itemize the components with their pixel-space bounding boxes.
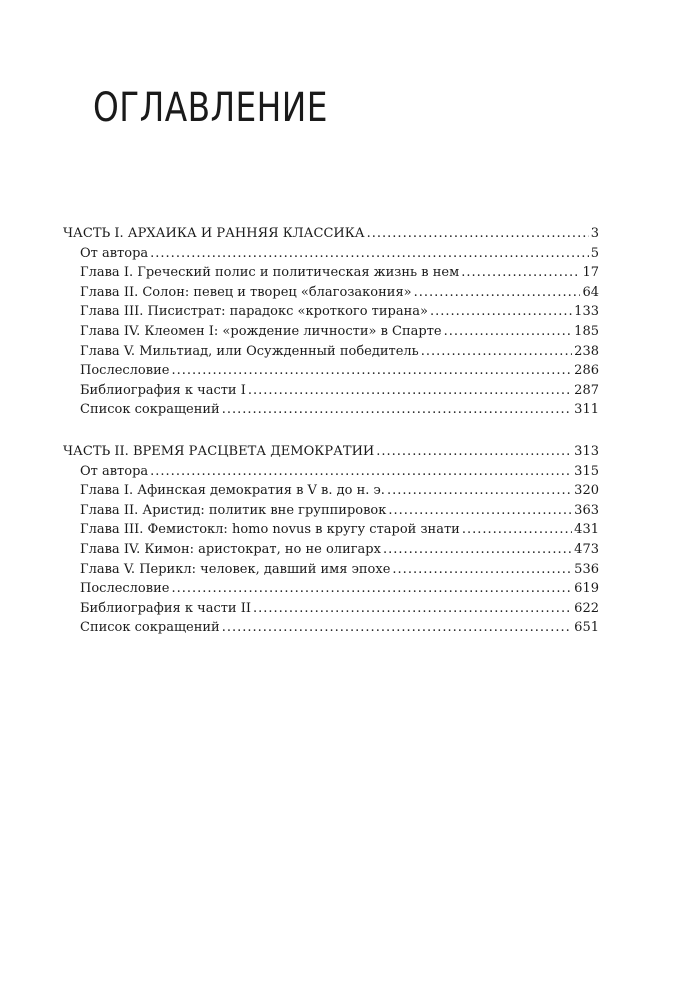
toc-page-number: 17 xyxy=(582,265,599,281)
toc-page-number: 311 xyxy=(574,402,599,418)
toc-entry[interactable] xyxy=(63,361,599,381)
toc-page-number: 313 xyxy=(574,444,599,459)
toc-page-number: 431 xyxy=(574,522,599,538)
toc-page-number: 133 xyxy=(574,304,599,320)
toc-entry-title: ЧАСТЬ I. АРХАИКА И РАННЯЯ КЛАССИКА xyxy=(63,226,365,241)
toc-entry-title: Глава IV. Кимон: аристократ, но не олигарх xyxy=(80,541,381,557)
toc-entry-title: Глава II. Аристид: политик вне группировок xyxy=(80,502,387,518)
toc-page-number: 185 xyxy=(574,323,599,339)
page-title: ОГЛАВЛЕНИЕ xyxy=(93,85,328,131)
toc-entry-title: ЧАСТЬ II. ВРЕМЯ РАСЦВЕТА ДЕМОКРАТИИ xyxy=(63,444,375,459)
toc-page-number: 64 xyxy=(582,284,599,300)
toc-entry-title: Библиография к части II xyxy=(80,600,251,616)
toc-entry-title: От автора xyxy=(80,463,149,479)
dot-leader xyxy=(171,361,572,381)
dot-leader xyxy=(248,381,572,401)
toc-entry-title: Глава I. Греческий полис и политическая жизнь в нем xyxy=(80,265,460,281)
toc-page-number: 315 xyxy=(574,463,599,479)
dot-leader xyxy=(462,520,572,540)
toc-page-number: 3 xyxy=(590,226,599,241)
toc-entry-title: Глава I. Афинская демократия в V в. до н. э. xyxy=(80,483,385,499)
toc-entry[interactable] xyxy=(63,400,599,420)
toc-entry-title: Глава II. Солон: певец и творец «благозакония» xyxy=(80,284,412,300)
toc-page-number: 651 xyxy=(574,620,599,636)
toc-part-heading[interactable] xyxy=(63,224,599,244)
dot-leader xyxy=(392,560,572,580)
toc-entry[interactable] xyxy=(63,381,599,401)
toc-page-number: 287 xyxy=(574,382,599,398)
toc-entry[interactable] xyxy=(63,283,599,303)
toc-entry[interactable] xyxy=(63,579,599,599)
dot-leader xyxy=(414,283,581,303)
toc-entry-title: От автора xyxy=(80,245,149,261)
dot-leader xyxy=(444,322,573,342)
toc-entry[interactable] xyxy=(63,302,599,322)
toc-entry[interactable] xyxy=(63,540,599,560)
toc-entry-title: Послесловие xyxy=(80,363,170,379)
toc-page-number: 320 xyxy=(574,483,599,499)
toc-part-1 xyxy=(63,224,599,420)
toc-entry[interactable] xyxy=(63,599,599,619)
toc-entry-title: Глава III. Фемистокл: homo novus в кругу старой знати xyxy=(80,522,460,538)
toc-page-number: 536 xyxy=(574,561,599,577)
toc-entry[interactable] xyxy=(63,322,599,342)
toc-entry-title: Глава V. Мильтиад, или Осужденный победитель xyxy=(80,343,419,359)
toc-part-heading[interactable] xyxy=(63,442,599,462)
toc-page-number: 473 xyxy=(574,541,599,557)
toc-entry[interactable] xyxy=(63,342,599,362)
toc-entry-title: Глава IV. Клеомен I: «рождение личности» в Спарте xyxy=(80,323,442,339)
dot-leader xyxy=(383,540,572,560)
dot-leader xyxy=(388,501,572,521)
dot-leader xyxy=(376,442,572,462)
toc-page-number: 5 xyxy=(590,245,599,261)
toc-entry[interactable] xyxy=(63,244,599,264)
toc-entry-title: Список сокращений xyxy=(80,620,220,636)
dot-leader xyxy=(171,579,572,599)
toc-page-number: 238 xyxy=(574,343,599,359)
dot-leader xyxy=(253,599,572,619)
toc-page-number: 363 xyxy=(574,502,599,518)
toc-entry-title: Список сокращений xyxy=(80,402,220,418)
toc-entry-title: Глава V. Перикл: человек, давший имя эпохе xyxy=(80,561,391,577)
toc-entry[interactable] xyxy=(63,263,599,283)
dot-leader xyxy=(150,462,572,482)
toc-entry-title: Глава III. Писистрат: парадокс «кроткого тирана» xyxy=(80,304,428,320)
toc-entry[interactable] xyxy=(63,501,599,521)
dot-leader xyxy=(367,224,589,244)
toc-entry[interactable] xyxy=(63,618,599,638)
toc-entry[interactable] xyxy=(63,520,599,540)
dot-leader xyxy=(150,244,589,264)
dot-leader xyxy=(430,302,572,322)
toc-entry-title: Послесловие xyxy=(80,581,170,597)
toc-entry[interactable] xyxy=(63,560,599,580)
toc-page-number: 619 xyxy=(574,581,599,597)
toc-page-number: 286 xyxy=(574,363,599,379)
toc-part-2 xyxy=(63,442,599,638)
dot-leader xyxy=(222,618,572,638)
dot-leader xyxy=(421,342,572,362)
dot-leader xyxy=(222,400,572,420)
toc-entry-title: Библиография к части I xyxy=(80,382,246,398)
toc-page-number: 622 xyxy=(574,600,599,616)
toc-entry[interactable] xyxy=(63,462,599,482)
dot-leader xyxy=(387,481,572,501)
dot-leader xyxy=(461,263,580,283)
toc-entry[interactable] xyxy=(63,481,599,501)
